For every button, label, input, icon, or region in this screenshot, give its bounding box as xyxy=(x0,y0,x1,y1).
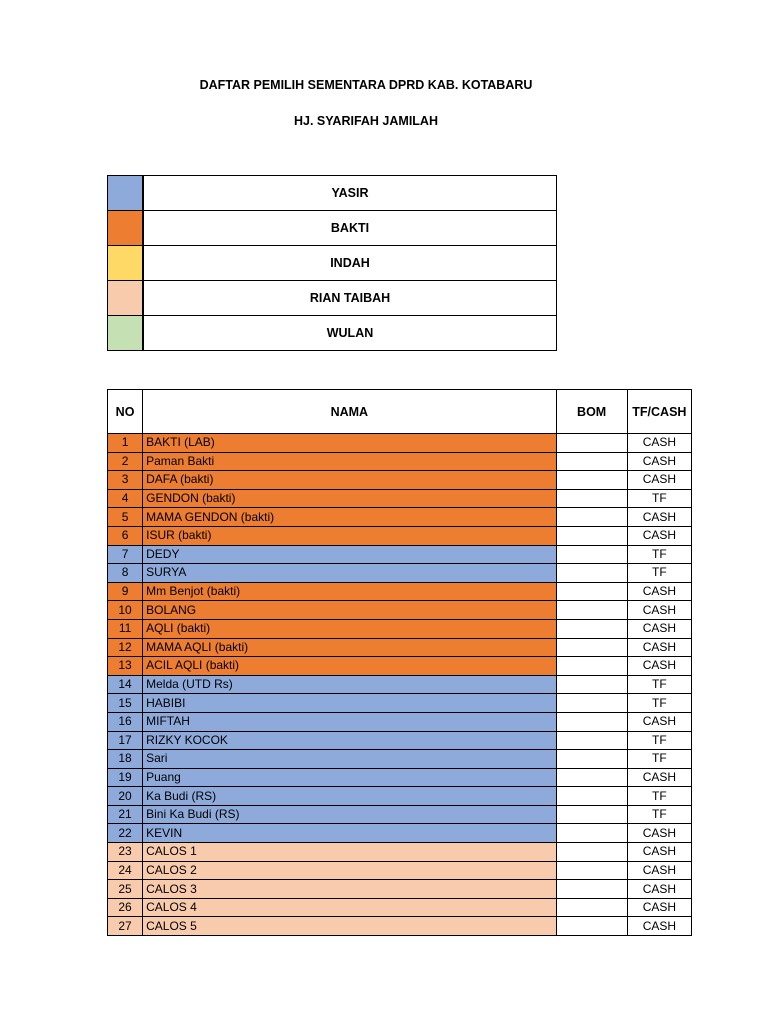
row-bom xyxy=(556,675,627,694)
row-name: Sari xyxy=(143,750,556,769)
row-number: 24 xyxy=(108,861,143,880)
row-number: 18 xyxy=(108,750,143,769)
header-no: NO xyxy=(108,390,143,434)
table-row xyxy=(108,675,692,694)
row-number: 7 xyxy=(108,545,143,564)
row-payment: CASH xyxy=(627,434,691,453)
row-bom xyxy=(556,489,627,508)
row-number: 27 xyxy=(108,917,143,936)
header-payment: TF/CASH xyxy=(627,390,691,434)
row-bom xyxy=(556,657,627,676)
legend-swatch xyxy=(108,316,144,351)
row-bom xyxy=(556,861,627,880)
row-bom xyxy=(556,731,627,750)
row-name: ISUR (bakti) xyxy=(143,526,556,545)
row-bom xyxy=(556,545,627,564)
row-number: 15 xyxy=(108,694,143,713)
row-name: CALOS 1 xyxy=(143,843,556,862)
row-name: KEVIN xyxy=(143,824,556,843)
table-row xyxy=(108,917,692,936)
row-payment: CASH xyxy=(627,657,691,676)
table-row xyxy=(108,471,692,490)
row-name: AQLI (bakti) xyxy=(143,619,556,638)
row-name: MAMA AQLI (bakti) xyxy=(143,638,556,657)
table-row xyxy=(108,526,692,545)
row-name: Mm Benjot (bakti) xyxy=(143,582,556,601)
row-number: 6 xyxy=(108,526,143,545)
row-bom xyxy=(556,471,627,490)
row-payment: CASH xyxy=(627,917,691,936)
row-name: DEDY xyxy=(143,545,556,564)
row-name: Melda (UTD Rs) xyxy=(143,675,556,694)
table-row xyxy=(108,880,692,899)
row-bom xyxy=(556,787,627,806)
row-name: SURYA xyxy=(143,564,556,583)
table-row xyxy=(108,750,692,769)
row-bom xyxy=(556,452,627,471)
row-payment: TF xyxy=(627,564,691,583)
table-row xyxy=(108,805,692,824)
voter-table-body xyxy=(108,434,692,936)
row-bom xyxy=(556,898,627,917)
legend-name: RIAN TAIBAH xyxy=(143,281,557,316)
row-number: 19 xyxy=(108,768,143,787)
legend-row xyxy=(108,211,557,246)
row-number: 10 xyxy=(108,601,143,620)
legend-name: YASIR xyxy=(143,176,557,211)
legend-name: WULAN xyxy=(143,316,557,351)
row-name: CALOS 3 xyxy=(143,880,556,899)
row-payment: TF xyxy=(627,805,691,824)
row-bom xyxy=(556,601,627,620)
row-number: 26 xyxy=(108,898,143,917)
row-bom xyxy=(556,508,627,527)
row-payment: TF xyxy=(627,489,691,508)
row-number: 25 xyxy=(108,880,143,899)
row-bom xyxy=(556,768,627,787)
row-bom xyxy=(556,824,627,843)
row-number: 21 xyxy=(108,805,143,824)
row-bom xyxy=(556,694,627,713)
legend-row xyxy=(108,316,557,351)
table-row xyxy=(108,824,692,843)
row-number: 22 xyxy=(108,824,143,843)
row-number: 3 xyxy=(108,471,143,490)
table-row xyxy=(108,843,692,862)
row-payment: CASH xyxy=(627,452,691,471)
row-number: 17 xyxy=(108,731,143,750)
row-payment: TF xyxy=(627,787,691,806)
table-row xyxy=(108,601,692,620)
table-row xyxy=(108,731,692,750)
legend-swatch xyxy=(108,281,144,316)
row-payment: CASH xyxy=(627,861,691,880)
row-name: HABIBI xyxy=(143,694,556,713)
row-payment: CASH xyxy=(627,601,691,620)
row-number: 16 xyxy=(108,712,143,731)
row-number: 9 xyxy=(108,582,143,601)
table-row xyxy=(108,452,692,471)
row-payment: CASH xyxy=(627,898,691,917)
header-bom: BOM xyxy=(556,390,627,434)
legend-swatch xyxy=(108,246,144,281)
row-bom xyxy=(556,564,627,583)
row-payment: CASH xyxy=(627,619,691,638)
row-bom xyxy=(556,805,627,824)
row-number: 8 xyxy=(108,564,143,583)
table-row xyxy=(108,508,692,527)
row-number: 12 xyxy=(108,638,143,657)
row-bom xyxy=(556,434,627,453)
row-number: 5 xyxy=(108,508,143,527)
row-bom xyxy=(556,638,627,657)
table-row xyxy=(108,619,692,638)
legend-name: INDAH xyxy=(143,246,557,281)
document-subtitle: HJ. SYARIFAH JAMILAH xyxy=(293,114,438,128)
row-number: 20 xyxy=(108,787,143,806)
row-number: 2 xyxy=(108,452,143,471)
table-row xyxy=(108,564,692,583)
row-number: 11 xyxy=(108,619,143,638)
row-payment: CASH xyxy=(627,843,691,862)
row-bom xyxy=(556,750,627,769)
row-number: 13 xyxy=(108,657,143,676)
color-legend xyxy=(107,175,557,351)
row-payment: CASH xyxy=(627,508,691,527)
row-name: MAMA GENDON (bakti) xyxy=(143,508,556,527)
row-payment: CASH xyxy=(627,582,691,601)
row-bom xyxy=(556,712,627,731)
table-row xyxy=(108,545,692,564)
legend-row xyxy=(108,176,557,211)
row-number: 1 xyxy=(108,434,143,453)
row-bom xyxy=(556,619,627,638)
row-name: CALOS 2 xyxy=(143,861,556,880)
row-payment: CASH xyxy=(627,880,691,899)
row-name: RIZKY KOCOK xyxy=(143,731,556,750)
row-payment: TF xyxy=(627,545,691,564)
legend-body xyxy=(108,176,557,351)
row-payment: TF xyxy=(627,694,691,713)
row-bom xyxy=(556,843,627,862)
row-bom xyxy=(556,582,627,601)
table-row xyxy=(108,768,692,787)
voter-table xyxy=(107,389,692,936)
row-number: 23 xyxy=(108,843,143,862)
row-payment: CASH xyxy=(627,471,691,490)
row-payment: TF xyxy=(627,750,691,769)
table-row xyxy=(108,712,692,731)
legend-swatch xyxy=(108,211,144,246)
row-payment: CASH xyxy=(627,768,691,787)
row-name: DAFA (bakti) xyxy=(143,471,556,490)
row-bom xyxy=(556,526,627,545)
row-name: ACIL AQLI (bakti) xyxy=(143,657,556,676)
table-row xyxy=(108,434,692,453)
legend-row xyxy=(108,246,557,281)
table-row xyxy=(108,582,692,601)
row-payment: CASH xyxy=(627,712,691,731)
row-name: MIFTAH xyxy=(143,712,556,731)
table-row xyxy=(108,898,692,917)
row-name: Puang xyxy=(143,768,556,787)
voter-table-header xyxy=(108,390,692,434)
row-name: GENDON (bakti) xyxy=(143,489,556,508)
row-payment: TF xyxy=(627,731,691,750)
legend-row xyxy=(108,281,557,316)
table-row xyxy=(108,787,692,806)
row-payment: CASH xyxy=(627,526,691,545)
row-payment: CASH xyxy=(627,824,691,843)
row-name: Bini Ka Budi (RS) xyxy=(143,805,556,824)
table-row xyxy=(108,657,692,676)
row-name: CALOS 5 xyxy=(143,917,556,936)
legend-swatch xyxy=(108,176,144,211)
header-row xyxy=(108,390,692,434)
row-name: Paman Bakti xyxy=(143,452,556,471)
row-name: Ka Budi (RS) xyxy=(143,787,556,806)
table-row xyxy=(108,861,692,880)
table-row xyxy=(108,638,692,657)
document-title: DAFTAR PEMILIH SEMENTARA DPRD KAB. KOTABARU xyxy=(199,78,533,92)
row-name: BAKTI (LAB) xyxy=(143,434,556,453)
row-bom xyxy=(556,880,627,899)
row-number: 14 xyxy=(108,675,143,694)
header-nama: NAMA xyxy=(143,390,556,434)
row-name: BOLANG xyxy=(143,601,556,620)
table-row xyxy=(108,694,692,713)
row-name: CALOS 4 xyxy=(143,898,556,917)
row-payment: CASH xyxy=(627,638,691,657)
table-row xyxy=(108,489,692,508)
row-bom xyxy=(556,917,627,936)
row-payment: TF xyxy=(627,675,691,694)
legend-name: BAKTI xyxy=(143,211,557,246)
row-number: 4 xyxy=(108,489,143,508)
